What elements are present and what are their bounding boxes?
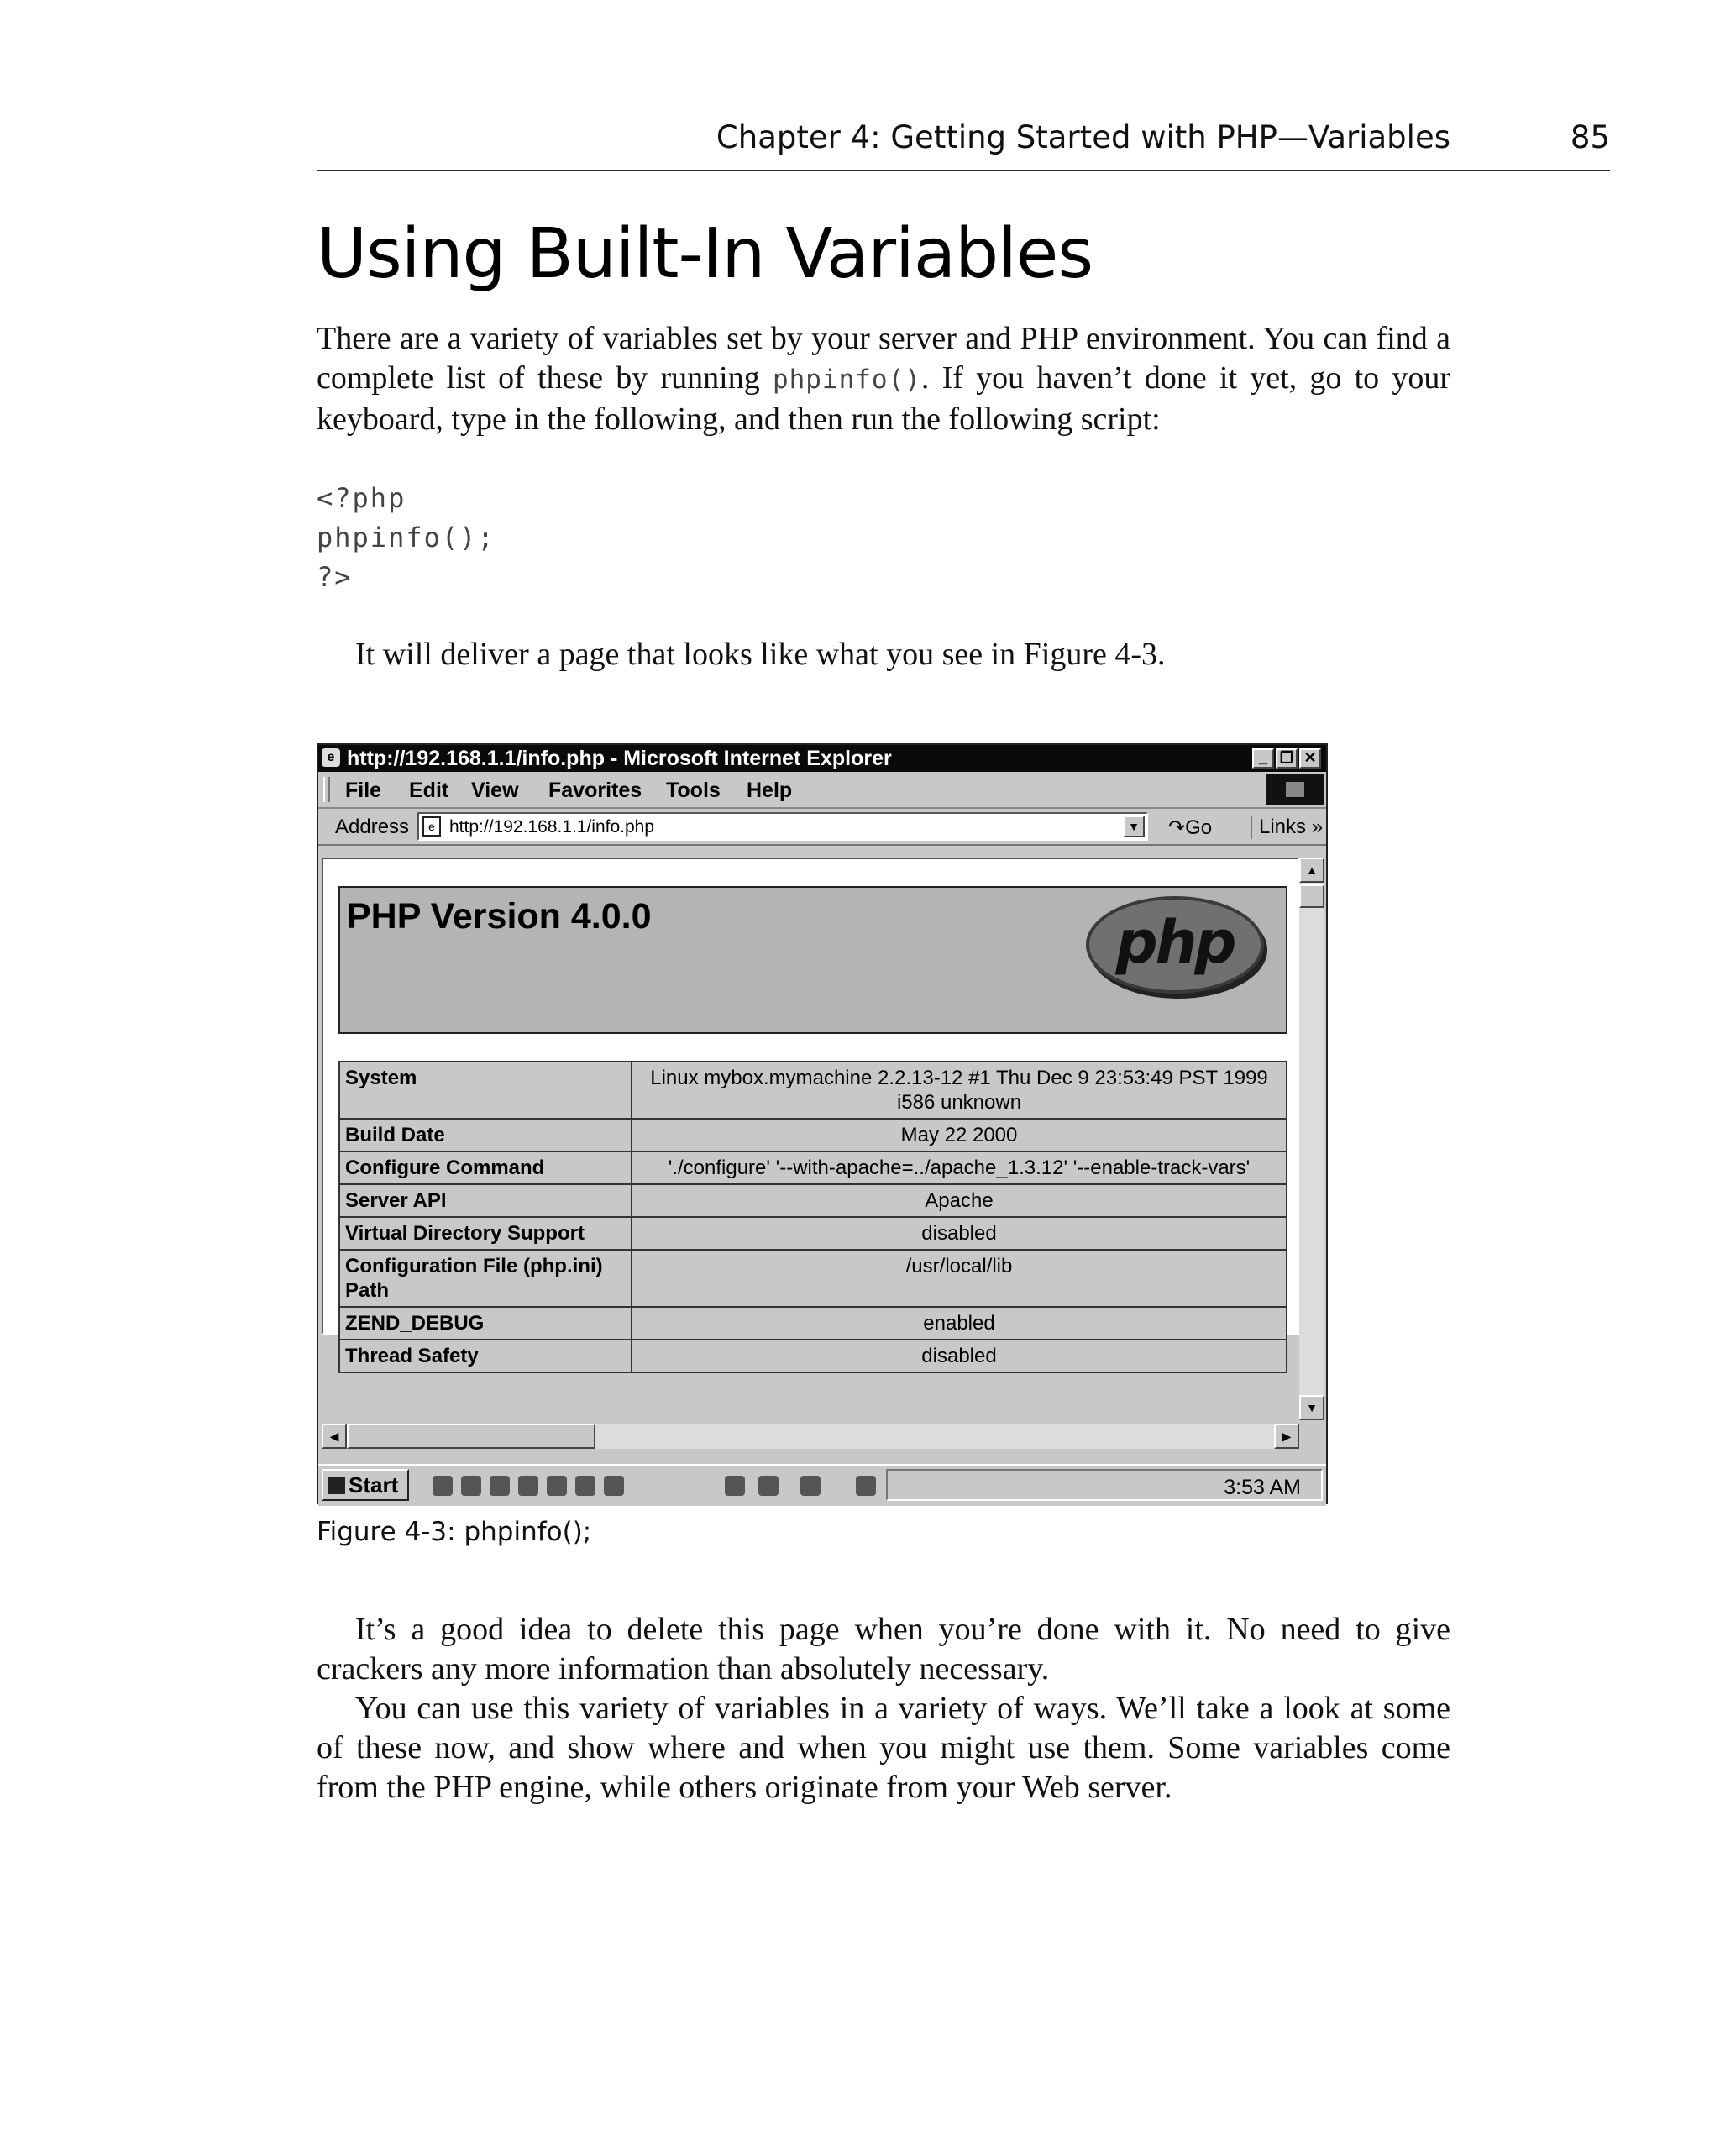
row-value: May 22 2000	[632, 1119, 1287, 1151]
chapter-title: Chapter 4: Getting Started with PHP—Variables	[716, 119, 1450, 155]
php-version: PHP Version 4.0.0	[347, 896, 652, 936]
horizontal-scroll-thumb[interactable]	[347, 1424, 595, 1449]
links-button[interactable]	[1251, 816, 1323, 839]
row-key: Server API	[339, 1184, 632, 1217]
table-row	[339, 1062, 1287, 1119]
menu-help[interactable]: Help	[747, 779, 793, 802]
window-title: http://192.168.1.1/info.php - Microsoft Internet Explorer	[347, 747, 892, 770]
quicklaunch-explorer-icon[interactable]	[518, 1476, 538, 1496]
windows-flag-icon	[328, 1477, 345, 1494]
quicklaunch-channels-icon[interactable]	[490, 1476, 510, 1496]
menu-favorites[interactable]: Favorites	[548, 779, 642, 802]
table-row	[339, 1151, 1287, 1184]
table-row	[339, 1340, 1287, 1372]
row-value: disabled	[632, 1340, 1287, 1372]
variety-paragraph: You can use this variety of variables in a variety of ways. We’ll take a look at some of these now, and show where and when you might use them. Some variables come from the PHP engine, while others originate from your Web server.	[317, 1691, 1450, 1805]
row-value: /usr/local/lib	[632, 1250, 1287, 1307]
quicklaunch-ie-icon[interactable]	[433, 1476, 453, 1496]
row-value: './configure' '--with-apache=../apache_1.3.12' '--enable-track-vars'	[632, 1151, 1287, 1184]
dropdown-arrow-icon[interactable]: ▼	[1123, 816, 1145, 837]
minimize-icon[interactable]: _	[1252, 748, 1274, 769]
row-key: ZEND_DEBUG	[339, 1307, 632, 1340]
caption-text: phpinfo();	[464, 1517, 592, 1547]
address-input[interactable]	[417, 812, 1148, 841]
page-number: 85	[1570, 119, 1610, 155]
go-button[interactable]	[1168, 816, 1212, 840]
quicklaunch-editor-icon[interactable]	[604, 1476, 624, 1496]
menu-view[interactable]: View	[471, 779, 519, 802]
intro-paragraph	[317, 319, 1450, 439]
row-value: Apache	[632, 1184, 1287, 1217]
windows-logo-icon	[1266, 774, 1324, 805]
deliver-paragraph: It will deliver a page that looks like what you see in Figure 4-3.	[355, 637, 1166, 672]
taskbar	[318, 1464, 1326, 1506]
close-icon[interactable]: ✕	[1299, 748, 1321, 769]
address-bar	[318, 809, 1326, 846]
table-row	[339, 1250, 1287, 1307]
scroll-down-icon[interactable]: ▼	[1299, 1395, 1324, 1420]
inline-code-phpinfo: phpinfo()	[772, 365, 921, 395]
code-line: ?>	[317, 561, 353, 593]
browser-screenshot	[317, 743, 1328, 1504]
php-logo: php	[1086, 896, 1264, 994]
table-row	[339, 1119, 1287, 1151]
quicklaunch-app-icon[interactable]	[575, 1476, 595, 1496]
address-label: Address	[335, 816, 410, 838]
horizontal-scrollbar[interactable]	[322, 1424, 1299, 1449]
title-bar	[318, 745, 1326, 772]
info-table	[338, 1061, 1287, 1373]
page-viewport	[322, 858, 1299, 1367]
menu-bar	[318, 772, 1326, 809]
table-row	[339, 1217, 1287, 1250]
scroll-left-icon[interactable]: ◀	[322, 1424, 347, 1449]
code-line: <?php	[317, 482, 406, 514]
system-tray	[886, 1469, 1323, 1501]
go-label: Go	[1185, 816, 1213, 839]
section-heading: Using Built-In Variables	[317, 214, 1093, 294]
taskbar-ie-icon[interactable]	[758, 1476, 779, 1496]
clock: 3:53 AM	[1224, 1476, 1301, 1499]
row-value: enabled	[632, 1307, 1287, 1340]
row-value: Linux mybox.mymachine 2.2.13-12 #1 Thu Dec 9 23:53:49 PST 1999 i586 unknown	[632, 1062, 1287, 1119]
menu-file[interactable]: File	[345, 779, 382, 802]
start-button[interactable]	[322, 1469, 409, 1501]
row-value: disabled	[632, 1217, 1287, 1250]
vertical-scroll-thumb[interactable]	[1299, 884, 1324, 908]
intro-text-2: . If you haven’t done it yet, go to your keyboard, type in the following, and then run the following script:	[317, 360, 1450, 437]
figure-caption	[317, 1517, 591, 1547]
taskbar-app-icon[interactable]	[725, 1476, 745, 1496]
start-label: Start	[349, 1472, 399, 1498]
taskbar-updown-icon[interactable]	[856, 1476, 876, 1496]
address-url: http://192.168.1.1/info.php	[449, 817, 655, 837]
toolbar-grip	[323, 777, 330, 802]
table-row	[339, 1307, 1287, 1340]
row-key: Virtual Directory Support	[339, 1217, 632, 1250]
page-icon: e	[422, 816, 441, 837]
intro-text-1: There are a variety of variables set by your server and PHP environment. You can find a complete list of these by running	[317, 321, 1450, 396]
menu-tools[interactable]: Tools	[666, 779, 721, 802]
row-key: Thread Safety	[339, 1340, 632, 1372]
delete-paragraph: It’s a good idea to delete this page when you’re done with it. No need to give crackers any more information than absolutely necessary.	[317, 1612, 1450, 1687]
scroll-right-icon[interactable]: ▶	[1274, 1424, 1299, 1449]
caption-label: Figure 4-3:	[317, 1517, 456, 1547]
quicklaunch-desktop-icon[interactable]	[547, 1476, 567, 1496]
row-key: Configuration File (php.ini) Path	[339, 1250, 632, 1307]
row-key: System	[339, 1062, 632, 1119]
restore-icon[interactable]: ❐	[1276, 748, 1298, 769]
code-block	[317, 479, 496, 597]
quicklaunch-outlook-icon[interactable]	[461, 1476, 481, 1496]
scroll-up-icon[interactable]: ▲	[1299, 858, 1324, 883]
row-key: Build Date	[339, 1119, 632, 1151]
table-row	[339, 1184, 1287, 1217]
taskbar-doc-icon[interactable]	[800, 1476, 821, 1496]
code-line: phpinfo();	[317, 522, 496, 553]
running-head	[317, 119, 1610, 171]
ie-icon: e	[322, 748, 340, 767]
chevron-right-icon: »	[1311, 816, 1324, 838]
vertical-scrollbar[interactable]	[1299, 858, 1324, 1420]
menu-edit[interactable]: Edit	[409, 779, 449, 802]
php-header	[338, 886, 1287, 1034]
row-key: Configure Command	[339, 1151, 632, 1184]
go-arrow-icon: ↷	[1168, 816, 1186, 839]
links-label: Links	[1259, 816, 1307, 838]
